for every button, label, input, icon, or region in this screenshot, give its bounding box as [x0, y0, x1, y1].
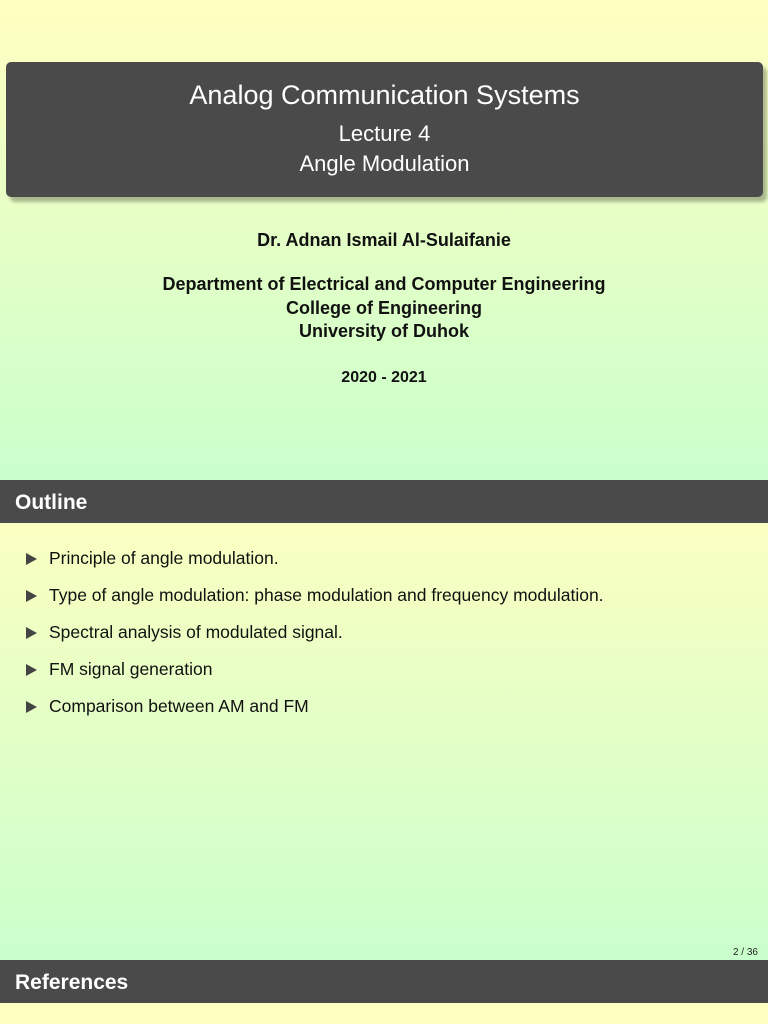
outline-item-text: Comparison between AM and FM — [49, 696, 309, 716]
title-slide — [0, 0, 768, 480]
outline-item-text: Principle of angle modulation. — [49, 548, 279, 568]
outline-header: Outline — [0, 480, 768, 523]
list-item — [26, 622, 604, 659]
outline-item-text: Spectral analysis of modulated signal. — [49, 622, 343, 642]
academic-year: 2020 - 2021 — [341, 369, 427, 386]
list-item — [26, 585, 604, 622]
page-number: 2 / 36 — [732, 947, 758, 958]
list-item — [26, 548, 604, 585]
outline-slide — [0, 480, 768, 960]
outline-item-text: Type of angle modulation: phase modulation and frequency modulation. — [49, 585, 604, 605]
triangle-right-icon — [26, 701, 37, 713]
lecture-number: Lecture 4 — [338, 121, 431, 146]
author-name: Dr. Adnan Ismail Al-Sulaifanie — [257, 230, 511, 250]
triangle-right-icon — [26, 553, 37, 565]
list-item — [26, 659, 604, 696]
outline-list — [26, 548, 604, 733]
affiliation-university: University of Duhok — [298, 321, 470, 341]
outline-item-text: FM signal generation — [49, 659, 213, 679]
triangle-right-icon — [26, 664, 37, 676]
affiliation-department: Department of Electrical and Computer Engineering — [162, 274, 606, 294]
triangle-right-icon — [26, 627, 37, 639]
title-box — [6, 62, 763, 197]
presentation-title: Analog Communication Systems — [189, 80, 580, 110]
references-slide — [0, 960, 768, 1024]
triangle-right-icon — [26, 590, 37, 602]
list-item — [26, 696, 604, 733]
affiliation — [0, 273, 768, 344]
lecture-topic: Angle Modulation — [299, 151, 470, 176]
affiliation-college: College of Engineering — [285, 297, 482, 318]
references-header: References — [0, 960, 768, 1003]
